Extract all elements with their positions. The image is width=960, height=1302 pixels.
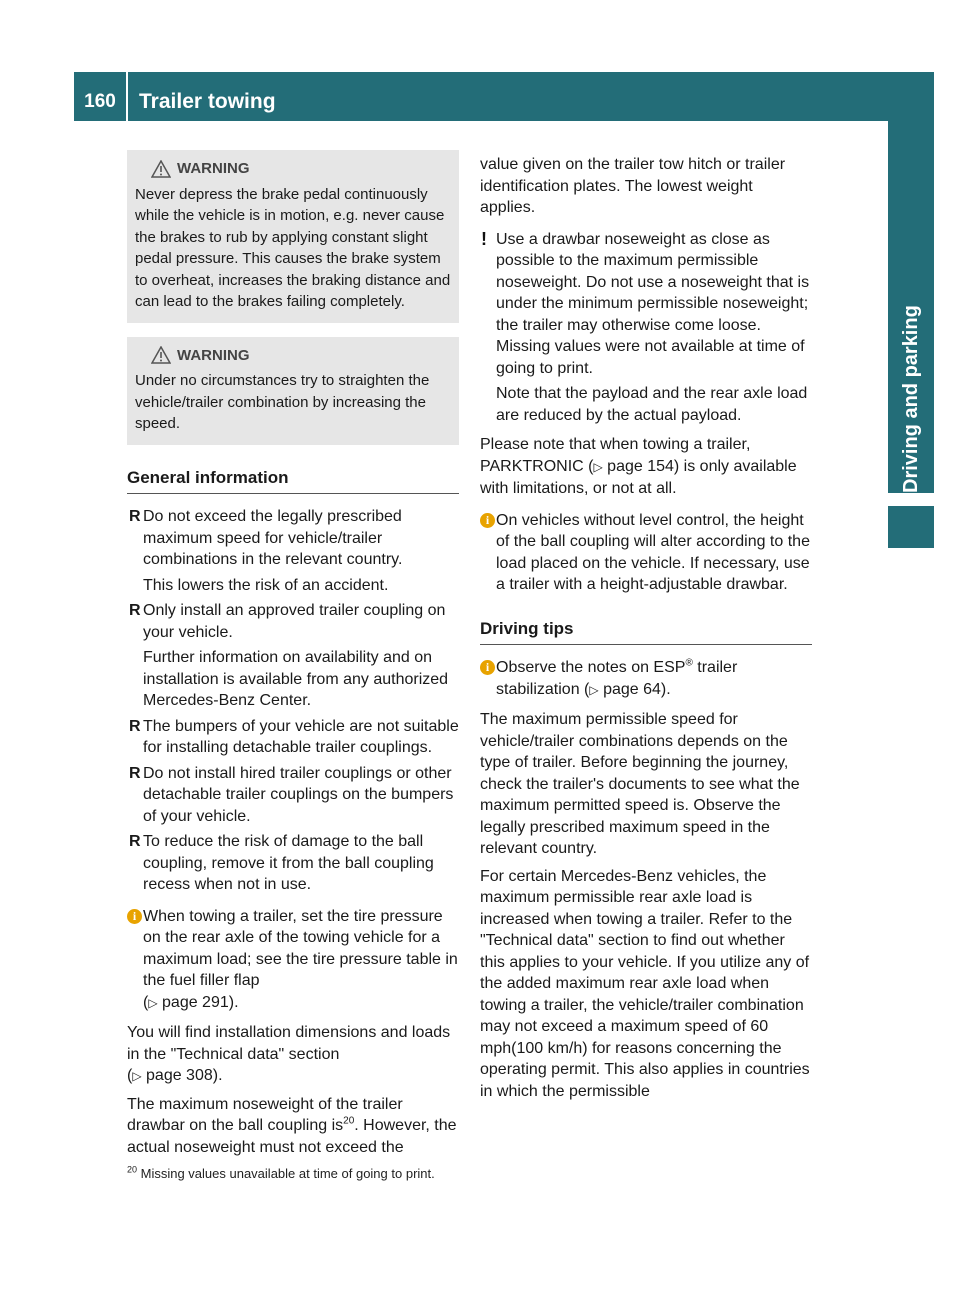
footnote xyxy=(127,1166,435,1181)
info-icon: i xyxy=(480,513,495,528)
info-note-esp xyxy=(480,657,812,701)
paragraph-text: Please note that when towing a trailer, PARKTRONIC ( xyxy=(480,436,751,475)
exclamation-icon: ! xyxy=(481,228,487,249)
list-item xyxy=(127,600,459,712)
bullet-icon: R xyxy=(129,833,141,850)
speed-paragraph: The maximum permissible speed for vehicle/trailer combinations depends on the type of trailer. Before beginning the journey, check the trailer's documents to see what the maximum permitted speed is. Observe the legally prescribed maximum speed in the relevant country. xyxy=(480,711,800,857)
bullet-icon: R xyxy=(129,717,141,735)
warning-text: Under no circumstances try to straighten the vehicle/trailer combination by increasing the speed. xyxy=(135,372,430,432)
page-title: Trailer towing xyxy=(139,90,276,113)
left-column xyxy=(127,150,459,1164)
paragraph-text: . However, the actual noseweight must not exceed the xyxy=(127,1117,457,1156)
arrow-icon: ▷ xyxy=(593,459,603,474)
list-item xyxy=(127,716,459,759)
warning-title: WARNING xyxy=(177,160,250,177)
side-tab-label: Driving and parking xyxy=(900,305,922,493)
list-item-text: Only install an approved trailer coupling on your vehicle. xyxy=(143,602,446,641)
caution-note-drawbar xyxy=(480,229,812,427)
footnote-text: Missing values unavailable at time of going to print. xyxy=(137,1166,435,1181)
list-item xyxy=(127,763,459,828)
page-reference-link[interactable]: page 154) is only available with limitations, or not at all. xyxy=(480,457,797,497)
list-item xyxy=(127,831,459,896)
side-tab xyxy=(888,72,934,493)
warning-text: Never depress the brake pedal continuously while the vehicle is in motion, e.g. never cause the brakes to rub by applying constant slight pedal pressure. This causes the brake system to overheat, increases the braking distance and can lead to the brakes failing completely. xyxy=(135,185,451,310)
warning-box-straighten xyxy=(127,337,459,445)
list-item-subtext: Further information on availability and on installation is available from any authorized Mercedes-Benz Center. xyxy=(143,649,449,709)
side-tab-marker xyxy=(888,506,934,548)
info-icon: i xyxy=(480,660,495,675)
arrow-icon: ▷ xyxy=(148,995,158,1010)
note-text: trailer stabilization ( xyxy=(496,659,738,698)
note-text: Use a drawbar noseweight as close as possible to the maximum permissible noseweight. Do not use a noseweight that is under the minimum permissible noseweight; the trailer may otherwise come loose. Missing values were not available at time of going to print. xyxy=(496,230,810,377)
list-item-subtext: This lowers the risk of an accident. xyxy=(143,576,389,594)
noseweight-paragraph xyxy=(127,1094,459,1159)
continued-paragraph: value given on the trailer tow hitch or trailer identification plates. The lowest weight applies. xyxy=(480,156,786,216)
paragraph-text: The maximum noseweight of the trailer drawbar on the ball coupling is xyxy=(127,1095,403,1134)
list-item xyxy=(127,506,459,596)
footnote-number: 20 xyxy=(127,1164,138,1175)
bullet-icon: R xyxy=(129,508,141,525)
note-text: When towing a trailer, set the tire pressure on the rear axle of the towing vehicle for a maximum load; see the tire pressure table in the fuel filler flap xyxy=(143,907,458,989)
registered-mark: ® xyxy=(685,657,693,669)
list-item-text: Do not install hired trailer couplings or other detachable trailer couplings on the bumpers of your vehicle. xyxy=(143,764,454,825)
info-icon: i xyxy=(127,909,142,924)
parktronic-paragraph xyxy=(480,434,812,500)
axle-paragraph: For certain Mercedes-Benz vehicles, the maximum permissible rear axle load is increased when towing a trailer. Refer to the "Technical data" section to find out whether this applies to your vehicle. If you utilize any of the added maximum rear axle load when towing a trailer, the vehicle/trailer combination may not exceed a maximum speed of 60 mph(100 km/h) for reasons concerning the operating permit. This also applies in countries in which the permissible xyxy=(480,867,810,1100)
page-header xyxy=(74,72,888,121)
note-text: Observe the notes on ESP xyxy=(496,659,686,676)
header-divider xyxy=(126,72,128,121)
warning-box-brakes xyxy=(127,150,459,323)
arrow-icon: ▷ xyxy=(132,1069,142,1083)
note-subtext: Note that the payload and the rear axle load are reduced by the actual payload. xyxy=(496,385,808,424)
paragraph-text: You will find installation dimensions and loads in the "Technical data" section xyxy=(127,1024,451,1063)
list-item-text: The bumpers of your vehicle are not suitable for installing detachable trailer couplings. xyxy=(143,717,459,756)
install-paragraph: You will find installation dimensions and loads in the "Technical data" section (▷ page 308). xyxy=(127,1024,451,1084)
page-reference-link[interactable]: page 291). xyxy=(162,993,239,1011)
page-reference-link[interactable]: page 64). xyxy=(603,680,671,698)
right-column xyxy=(480,154,812,1108)
warning-triangle-icon xyxy=(151,160,171,178)
note-text: On vehicles without level control, the height of the ball coupling will alter according to the load placed on the vehicle. If necessary, use a trailer with a height-adjustable drawbar. xyxy=(496,511,810,593)
warning-title: WARNING xyxy=(177,346,250,364)
info-note-tire: i When towing a trailer, set the tire pressure on the rear axle of the towing vehicle for a maximum load; see the tire pressure table in the fuel filler flap (▷ page 291). xyxy=(127,906,459,1015)
warning-triangle-icon xyxy=(151,346,171,364)
page-number: 160 xyxy=(84,91,116,112)
arrow-icon: ▷ xyxy=(589,682,599,697)
bullet-icon: R xyxy=(129,602,141,619)
list-item-text: Do not exceed the legally prescribed maximum speed for vehicle/trailer combinations in the relevant country. xyxy=(143,508,403,568)
bullet-icon: R xyxy=(129,764,141,782)
page-reference-link[interactable]: page 308). xyxy=(146,1067,223,1084)
info-note-level xyxy=(480,510,812,596)
section-heading-general: General information xyxy=(127,467,459,495)
list-item-text: To reduce the risk of damage to the ball coupling, remove it from the ball coupling recess when not in use. xyxy=(143,833,434,893)
section-heading-driving-tips: Driving tips xyxy=(480,618,812,646)
footnote-ref: 20 xyxy=(343,1115,355,1127)
